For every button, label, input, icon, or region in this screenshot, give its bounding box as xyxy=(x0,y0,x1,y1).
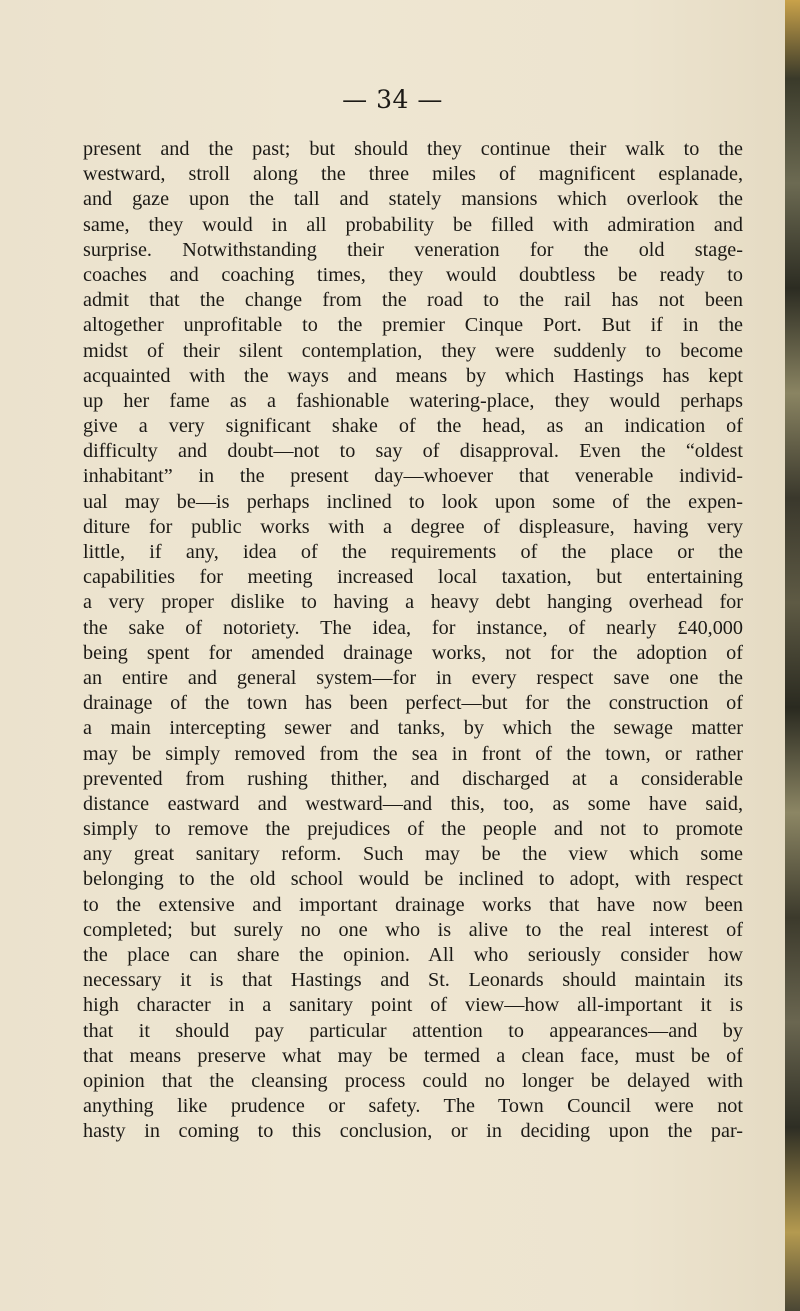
text-line: that it should pay particular attention to appearances—and by xyxy=(83,1019,743,1042)
text-line: westward, stroll along the three miles of magnificent esplanade, xyxy=(83,163,743,186)
text-line: up her fame as a fashionable watering-place, they would perhaps xyxy=(83,389,743,412)
text-line: high character in a sanitary point of view—how all-important it is xyxy=(83,994,743,1017)
body-text xyxy=(83,137,743,1145)
page-edge-strip xyxy=(785,0,800,1311)
text-line: altogether unprofitable to the premier Cinque Port. But if in the xyxy=(83,314,743,337)
text-line: being spent for amended drainage works, not for the adoption of xyxy=(83,641,743,664)
text-line: an entire and general system—for in every respect save one the xyxy=(83,666,743,689)
text-line: that means preserve what may be termed a clean face, must be of xyxy=(83,1044,743,1067)
text-line: capabilities for meeting increased local taxation, but entertaining xyxy=(83,566,743,589)
text-line: belonging to the old school would be inclined to adopt, with respect xyxy=(83,868,743,891)
text-line: little, if any, idea of the requirements of the place or the xyxy=(83,541,743,563)
text-line: admit that the change from the road to the rail has not been xyxy=(83,289,743,312)
text-line: any great sanitary reform. Such may be the view which some xyxy=(83,843,743,866)
text-line: same, they would in all probability be filled with admiration and xyxy=(83,213,743,236)
text-line: a very proper dislike to having a heavy debt hanging overhead for xyxy=(83,591,743,614)
text-line: give a very significant shake of the head, as an indication of xyxy=(83,415,743,438)
text-line: acquainted with the ways and means by which Hastings has kept xyxy=(83,364,743,387)
text-line: surprise. Notwithstanding their veneration for the old stage- xyxy=(83,238,743,261)
text-line: may be simply removed from the sea in front of the town, or rather xyxy=(83,742,743,765)
text-line: present and the past; but should they continue their walk to the xyxy=(83,138,743,160)
text-line: diture for public works with a degree of displeasure, having very xyxy=(83,515,743,538)
text-line: difficulty and doubt—not to say of disapproval. Even the “oldest xyxy=(83,440,743,463)
text-line: distance eastward and westward—and this, too, as some have said, xyxy=(83,792,743,815)
page-number: — 34 — xyxy=(342,85,443,114)
text-line: coaches and coaching times, they would doubtless be ready to xyxy=(83,263,743,286)
text-line: the sake of notoriety. The idea, for instance, of nearly £40,000 xyxy=(83,616,743,639)
text-line: ual may be—is perhaps inclined to look upon some of the expen- xyxy=(83,490,743,513)
text-line: and gaze upon the tall and stately mansions which overlook the xyxy=(83,188,743,211)
text-line: drainage of the town has been perfect—but for the construction of xyxy=(83,692,743,715)
text-line: anything like prudence or safety. The Town Council were not xyxy=(83,1095,743,1118)
text-line: completed; but surely no one who is alive to the real interest of xyxy=(83,918,743,941)
text-line: hasty in coming to this conclusion, or in deciding upon the par- xyxy=(83,1120,743,1143)
text-line: a main intercepting sewer and tanks, by which the sewage matter xyxy=(83,717,743,740)
text-line: opinion that the cleansing process could no longer be delayed with xyxy=(83,1069,743,1092)
text-line: inhabitant” in the present day—whoever that venerable individ- xyxy=(83,465,743,488)
text-line: prevented from rushing thither, and discharged at a considerable xyxy=(83,767,743,790)
text-line: midst of their silent contemplation, they were suddenly to become xyxy=(83,339,743,362)
text-line: the place can share the opinion. All who seriously consider how xyxy=(83,944,743,966)
text-line: necessary it is that Hastings and St. Leonards should maintain its xyxy=(83,969,743,992)
text-line: simply to remove the prejudices of the people and not to promote xyxy=(83,818,743,841)
text-line: to the extensive and important drainage works that have now been xyxy=(83,893,743,916)
